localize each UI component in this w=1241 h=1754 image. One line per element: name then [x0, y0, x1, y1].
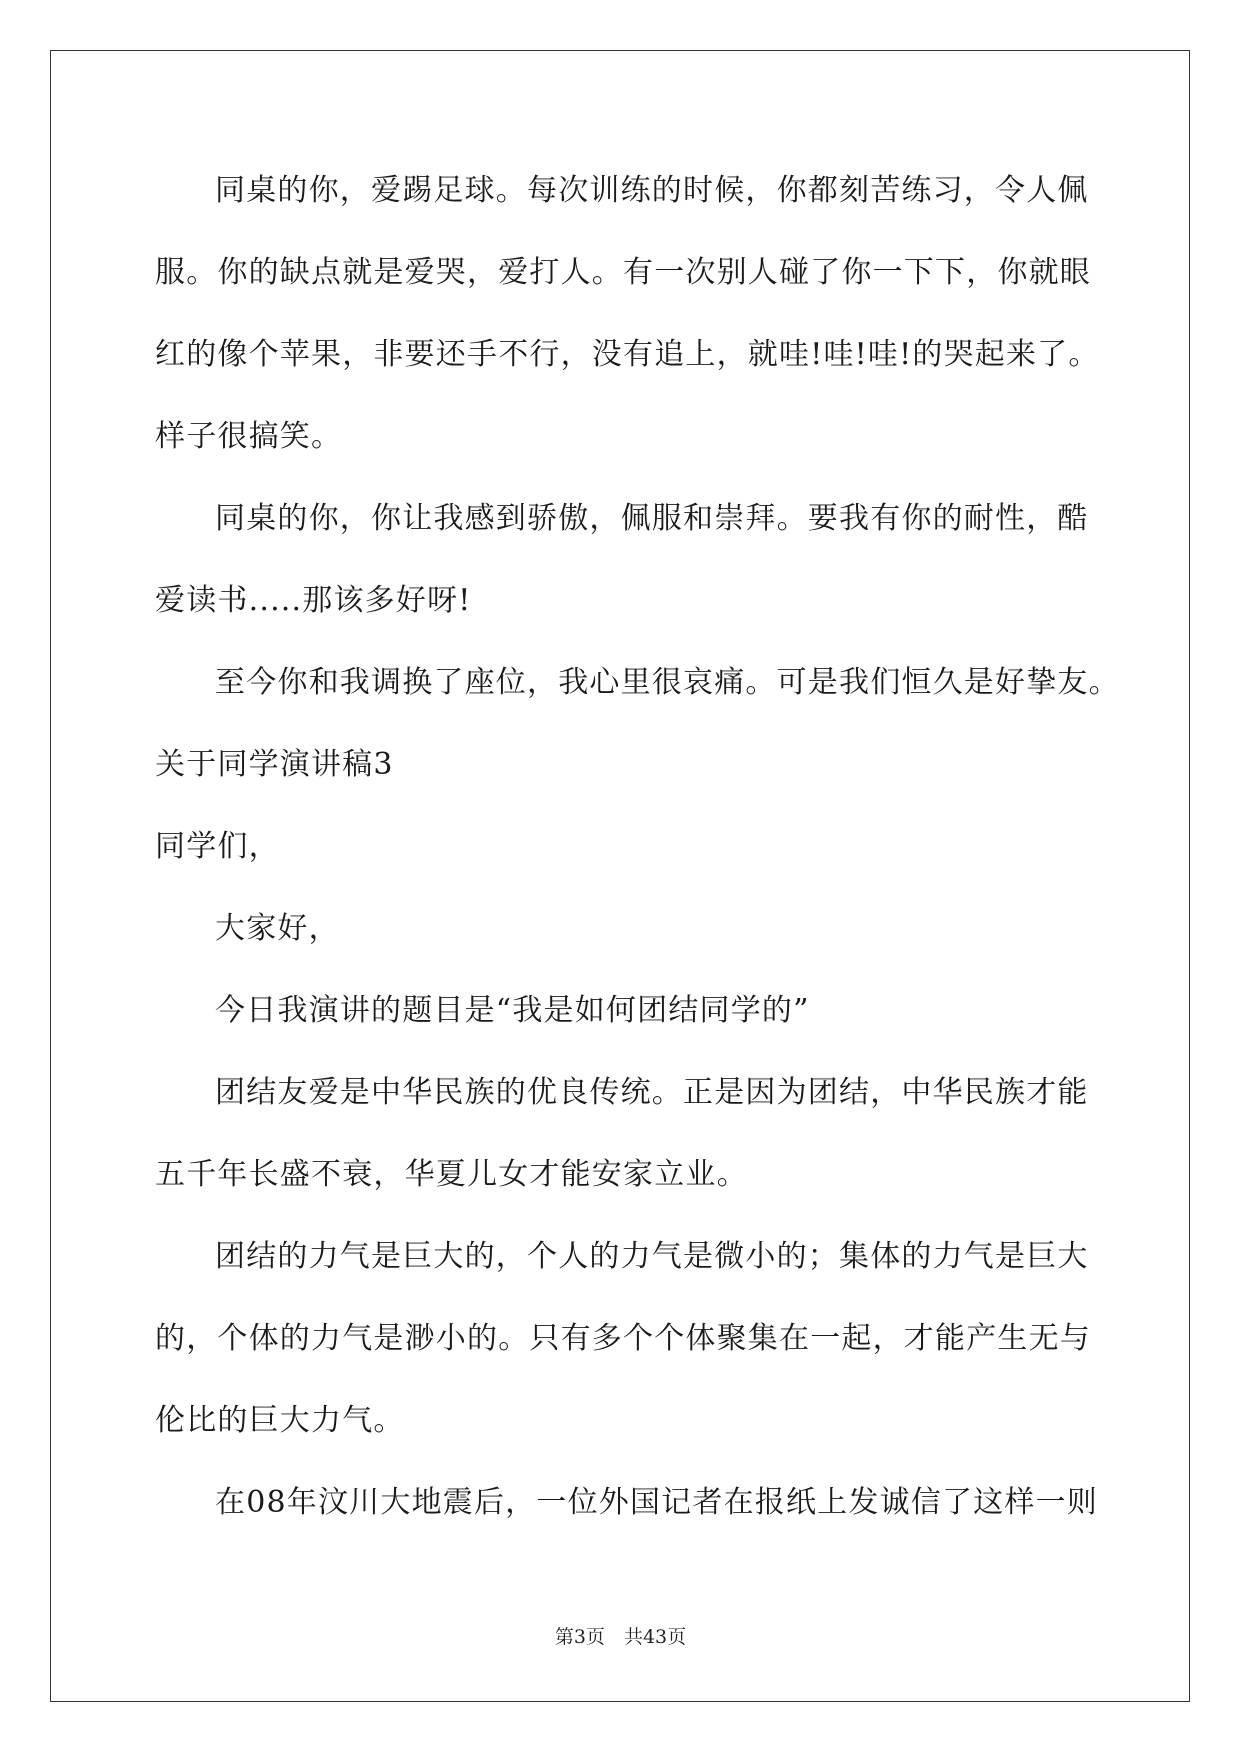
text-line: 爱读书.....那该多好呀!: [155, 583, 472, 618]
text-line: 五千年长盛不衰，华夏儿女才能安家立业。: [155, 1157, 748, 1192]
text-line: 的，个体的力气是渺小的。只有多个个体聚集在一起，才能产生无与: [155, 1321, 1091, 1356]
text-line: 在08年汶川大地震后，一位外国记者在报纸上发诚信了这样一则: [215, 1485, 1098, 1520]
text-line: 团结的力气是巨大的，个人的力气是微小的；集体的力气是巨大: [215, 1239, 1089, 1274]
salutation: 同学们，: [155, 829, 280, 864]
text-line: 团结友爱是中华民族的优良传统。正是因为团结，中华民族才能: [215, 1075, 1089, 1110]
text-line: 至今你和我调换了座位，我心里很哀痛。可是我们恒久是好挚友。: [215, 665, 1120, 700]
text-line: 伦比的巨大力气。: [155, 1403, 405, 1438]
text-line: 同桌的你，爱踢足球。每次训练的时候，你都刻苦练习，令人佩: [215, 173, 1089, 208]
page-number-footer: 第3页 共43页: [554, 1626, 687, 1648]
text-line: 样子很搞笑。: [155, 419, 343, 454]
greeting: 大家好，: [215, 911, 340, 946]
text-line: 今日我演讲的题目是“我是如何团结同学的”: [215, 993, 810, 1028]
document-body: [155, 160, 1120, 1554]
text-line: 红的像个苹果，非要还手不行，没有追上，就哇!哇!哇!的哭起来了。: [155, 337, 1100, 372]
text-line: 服。你的缺点就是爱哭，爱打人。有一次别人碰了你一下下，你就眼: [155, 255, 1091, 290]
section-heading: 关于同学演讲稿3: [155, 747, 394, 782]
text-line: 同桌的你，你让我感到骄傲，佩服和崇拜。要我有你的耐性，酷: [215, 501, 1089, 536]
